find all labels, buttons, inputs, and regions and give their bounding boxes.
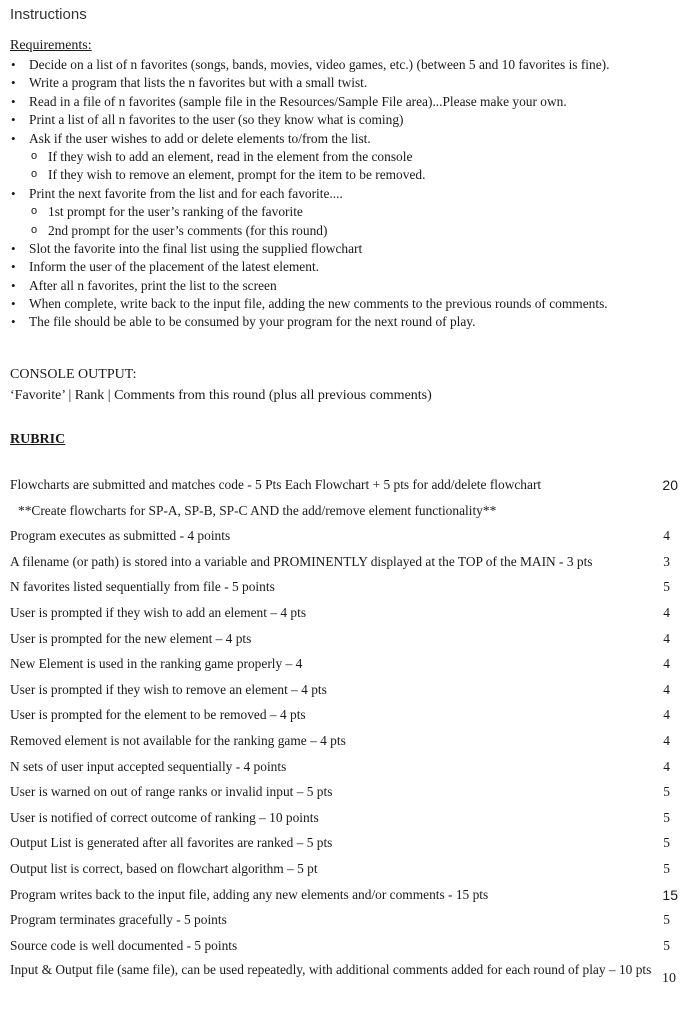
rubric-points: 4	[663, 732, 670, 748]
rubric-points: 5	[663, 579, 670, 595]
rubric-row	[0, 680, 692, 706]
rubric-row	[0, 885, 692, 911]
requirement-item: • The file should be able to be consumed by your program for the next round of play.	[0, 313, 692, 331]
requirement-item: • After all n favorites, print the list to the screen	[0, 277, 692, 295]
requirement-item: • Decide on a list of n favorites (songs, bands, movies, video games, etc.) (between 5 and 10 favorites is fine).	[0, 56, 692, 74]
rubric-criterion: Flowcharts are submitted and matches code - 5 Pts Each Flowchart + 5 pts for add/delete flowchart	[10, 477, 542, 492]
rubric-criterion: N favorites listed sequentially from file - 5 points	[10, 579, 275, 595]
requirement-item: • Inform the user of the placement of the latest element.	[0, 258, 692, 276]
rubric-criterion: Input & Output file (same file), can be used repeatedly, with additional comments added for each round of play – 10 pts	[10, 962, 652, 978]
rubric-points: 4	[663, 604, 670, 620]
rubric-criterion: **Create flowcharts for SP-A, SP-B, SP-C AND the add/remove element functionality**	[18, 502, 497, 518]
requirement-item: • Slot the favorite into the final list using the supplied flowchart	[0, 240, 692, 258]
requirements-list	[0, 56, 692, 332]
rubric-points: 4	[663, 630, 670, 646]
rubric-points: 5	[663, 835, 670, 851]
rubric-points: 10	[662, 971, 676, 987]
rubric-criterion: New Element is used in the ranking game properly – 4	[10, 656, 303, 672]
page-heading: Instructions	[10, 6, 87, 23]
requirement-subitem: o If they wish to add an element, read in the element from the console	[0, 148, 692, 166]
rubric-note	[0, 501, 692, 527]
requirement-item: • Ask if the user wishes to add or delete elements to/from the list.	[0, 130, 692, 148]
rubric-criterion: Removed element is not available for the ranking game – 4 pts	[10, 732, 346, 748]
rubric-points: 4	[663, 758, 670, 774]
rubric-criterion: Output List is generated after all favorites are ranked – 5 pts	[10, 835, 333, 851]
rubric-points: 3	[663, 553, 670, 569]
rubric-criterion: User is prompted if they wish to remove an element – 4 pts	[10, 681, 327, 697]
console-output-title: CONSOLE OUTPUT:	[10, 367, 137, 382]
rubric-row	[0, 910, 692, 936]
rubric-points: 4	[663, 656, 670, 672]
rubric-points: 15	[662, 886, 678, 903]
requirement-item: • When complete, write back to the input file, adding the new comments to the previous rounds of comments.	[0, 295, 692, 313]
rubric-row	[0, 833, 692, 859]
console-output-format: ‘Favorite’ | Rank | Comments from this round (plus all previous comments)	[10, 388, 432, 403]
rubric-row	[0, 629, 692, 655]
rubric-points: 5	[663, 937, 670, 953]
rubric-points: 5	[663, 912, 670, 928]
rubric-criterion: Output list is correct, based on flowchart algorithm – 5 pt	[10, 860, 318, 876]
rubric-criterion: User is notified of correct outcome of ranking – 10 points	[10, 809, 319, 825]
rubric-criterion: Source code is well documented - 5 points	[10, 937, 238, 953]
requirement-item: • Print the next favorite from the list and for each favorite....	[0, 185, 692, 203]
requirements-title: Requirements:	[10, 38, 92, 53]
requirement-subitem: o 2nd prompt for the user’s comments (for this round)	[0, 222, 692, 240]
rubric-criterion: Program executes as submitted - 4 points	[10, 528, 231, 544]
rubric-criterion: User is warned on out of range ranks or invalid input – 5 pts	[10, 784, 333, 800]
requirement-item: • Print a list of all n favorites to the user (so they know what is coming)	[0, 111, 692, 129]
rubric-row	[0, 577, 692, 603]
rubric-row	[0, 961, 692, 1005]
rubric-row	[0, 475, 692, 501]
rubric-table	[0, 475, 692, 1005]
rubric-criterion: N sets of user input accepted sequentially - 4 points	[10, 758, 287, 774]
rubric-row	[0, 808, 692, 834]
requirement-subitem: o If they wish to remove an element, prompt for the item to be removed.	[0, 166, 692, 184]
rubric-criterion: A filename (or path) is stored into a variable and PROMINENTLY displayed at the TOP of the MAIN - 3 pts	[10, 553, 593, 569]
requirement-item: • Write a program that lists the n favorites but with a small twist.	[0, 74, 692, 92]
rubric-criterion: Program terminates gracefully - 5 points	[10, 912, 227, 928]
rubric-points: 4	[663, 681, 670, 697]
rubric-row	[0, 782, 692, 808]
requirement-subitem: o 1st prompt for the user’s ranking of the favorite	[0, 203, 692, 221]
rubric-points: 5	[663, 809, 670, 825]
rubric-criterion: Program writes back to the input file, adding any new elements and/or comments - 15 pts	[10, 886, 489, 902]
rubric-title: RUBRIC	[10, 432, 66, 447]
rubric-row	[0, 859, 692, 885]
rubric-points: 20	[662, 477, 678, 493]
rubric-row	[0, 526, 692, 552]
rubric-row	[0, 603, 692, 629]
rubric-row	[0, 936, 692, 962]
rubric-row	[0, 654, 692, 680]
rubric-points: 5	[663, 784, 670, 800]
rubric-points: 4	[663, 707, 670, 723]
rubric-criterion: User is prompted if they wish to add an element – 4 pts	[10, 604, 307, 620]
rubric-row	[0, 552, 692, 578]
rubric-row	[0, 705, 692, 731]
rubric-points: 5	[663, 860, 670, 876]
rubric-row	[0, 757, 692, 783]
rubric-row	[0, 731, 692, 757]
rubric-criterion: User is prompted for the element to be removed – 4 pts	[10, 707, 306, 723]
rubric-points: 4	[663, 528, 670, 544]
rubric-criterion: User is prompted for the new element – 4 pts	[10, 630, 252, 646]
requirement-item: • Read in a file of n favorites (sample file in the Resources/Sample File area)...Please make your own.	[0, 93, 692, 111]
